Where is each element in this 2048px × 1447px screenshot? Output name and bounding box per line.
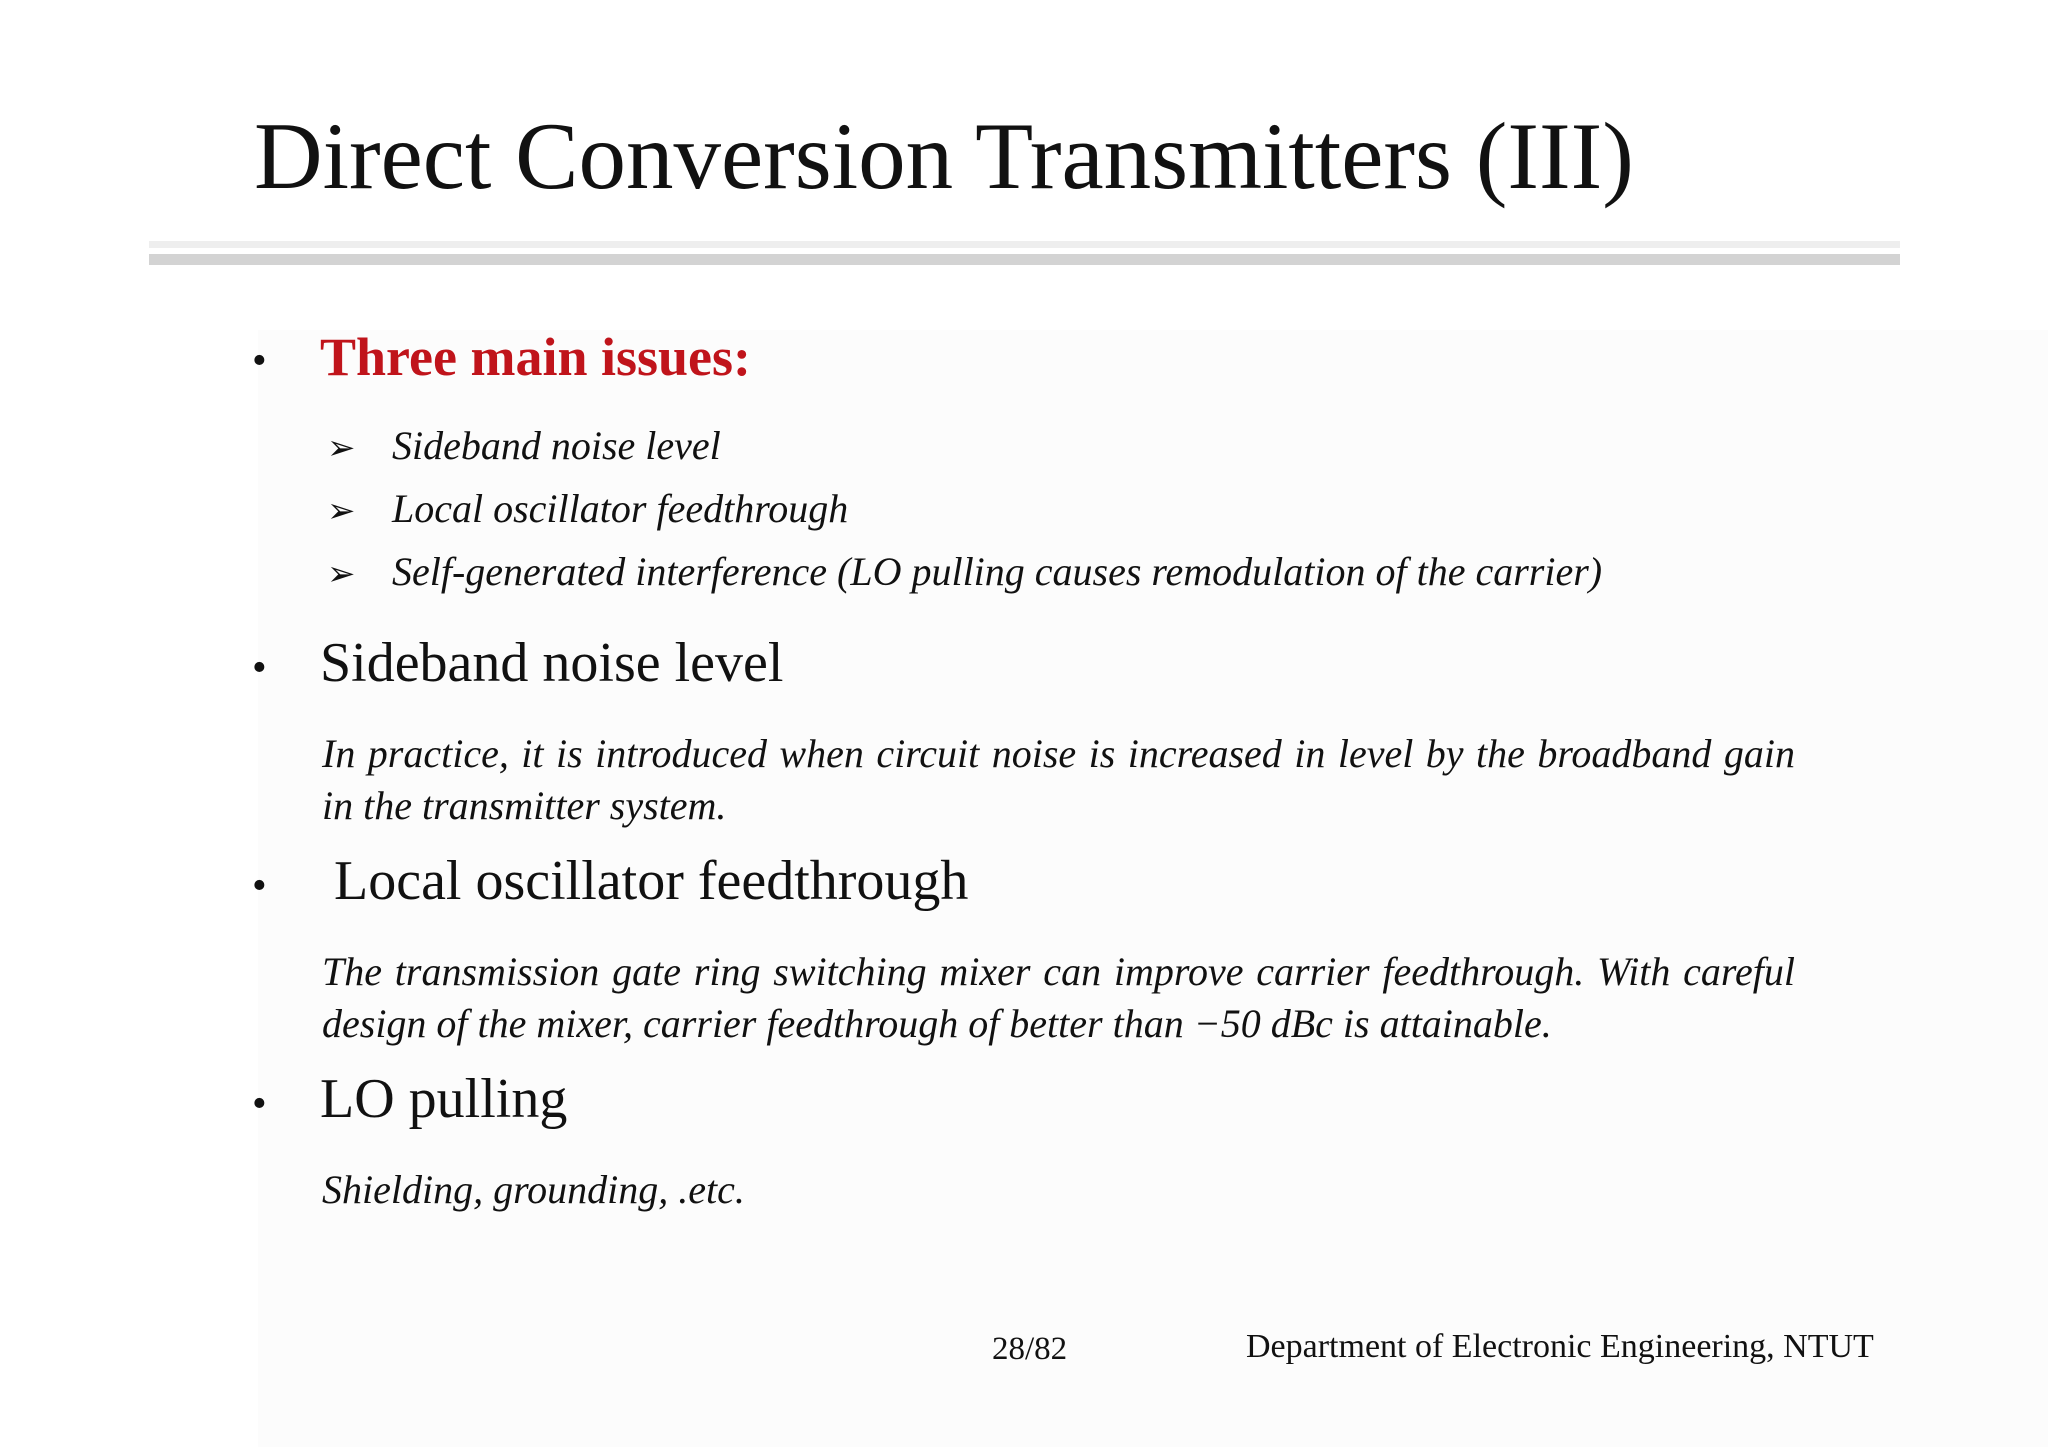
sub-item-label: Local oscillator feedthrough: [392, 486, 849, 531]
bullet-paragraph-sideband-noise: In practice, it is introduced when circuit noise is increased in level by the broadband gain in the transmitter system.: [322, 731, 1795, 828]
title-divider-light: [149, 241, 1900, 248]
bullet-heading-three-main-issues: Three main issues:: [320, 327, 752, 387]
bullet-marker: •: [252, 645, 267, 691]
sub-item: [327, 421, 721, 474]
footer-department: Department of Electronic Engineering, NTUT: [1246, 1328, 1874, 1365]
bullet-paragraph-lo-feedthrough: The transmission gate ring switching mixer can improve carrier feedthrough. With careful design of the mixer, carrier feedthrough of better than −50 dBc is attainable.: [322, 949, 1795, 1046]
bullet-heading-sideband-noise: Sideband noise level: [320, 632, 784, 694]
sub-item-label: Self-generated interference (LO pulling causes remodulation of the carrier): [392, 549, 1603, 594]
arrow-bullet-icon: ➢: [327, 493, 356, 530]
bullet-marker: •: [252, 338, 267, 384]
bullet-marker: •: [252, 1081, 267, 1127]
arrow-bullet-icon: ➢: [327, 430, 356, 467]
arrow-bullet-icon: ➢: [327, 556, 356, 593]
sub-item: [327, 547, 1602, 600]
sub-item: [327, 484, 848, 537]
title-divider-dark: [149, 254, 1900, 265]
page-number: 28/82: [992, 1331, 1068, 1367]
sub-item-label: Sideband noise level: [392, 423, 721, 468]
bullet-heading-lo-feedthrough: Local oscillator feedthrough: [334, 850, 969, 912]
slide-title: Direct Conversion Transmitters (III): [254, 103, 1634, 209]
bullet-marker: •: [252, 863, 267, 909]
bullet-heading-lo-pulling: LO pulling: [320, 1068, 568, 1130]
bullet-paragraph-lo-pulling: Shielding, grounding, .etc.: [322, 1167, 745, 1212]
